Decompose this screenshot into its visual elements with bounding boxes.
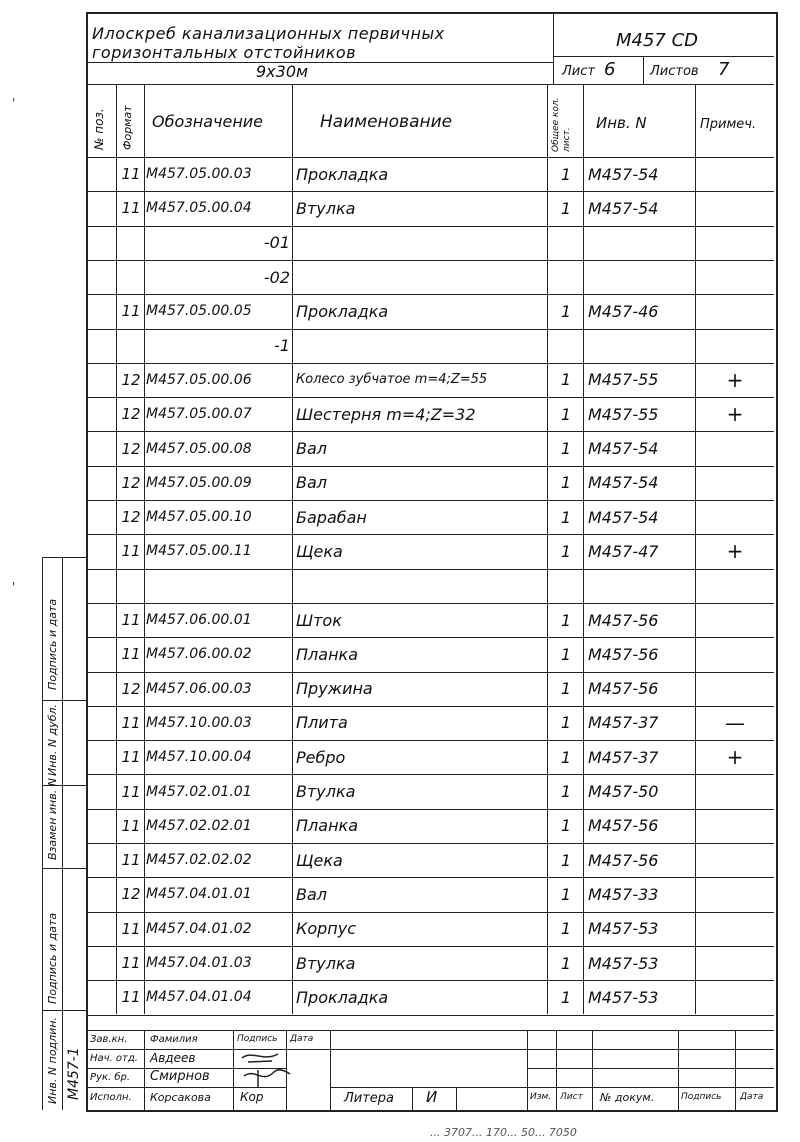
row-note: +	[726, 402, 744, 427]
tb-doc-num: № докум.	[600, 1091, 655, 1104]
row-designation: М457.05.00.03	[146, 166, 252, 183]
row-designation: М457.02.02.02	[146, 852, 252, 869]
row-divider	[86, 603, 774, 604]
row-qty: 1	[560, 679, 572, 699]
col-header-format: Формат	[121, 105, 134, 150]
row-note	[697, 262, 773, 292]
tb-row1-role: Нач. отд.	[90, 1053, 138, 1064]
row-name: Колесо зубчатое m=4;Z=55	[296, 372, 488, 388]
row-inventory: М457-56	[588, 816, 659, 836]
row-designation: М457.05.00.05	[146, 303, 252, 320]
tb-row3-role: Исполн.	[90, 1092, 132, 1103]
row-format: 12	[121, 370, 141, 389]
row-name: Вал	[296, 884, 328, 904]
row-divider	[86, 740, 774, 741]
row-format: 11	[121, 302, 141, 321]
row-divider	[86, 226, 774, 227]
row-name	[296, 571, 546, 601]
document-code: М457 СD	[616, 30, 699, 51]
row-inventory: М457-56	[588, 610, 659, 630]
row-name: Ребро	[296, 747, 346, 767]
row-inventory: М457-37	[588, 747, 659, 767]
title-line-2: горизонтальных отстойников	[92, 43, 357, 62]
row-inventory: М457-54	[588, 198, 659, 218]
row-format	[118, 331, 144, 361]
row-qty: 1	[560, 439, 572, 459]
row-format: 11	[121, 851, 141, 870]
tb-row3-sign: Кор	[240, 1090, 264, 1104]
row-note	[697, 228, 773, 258]
row-designation: М457.05.00.10	[146, 509, 252, 526]
row-inventory: М457-37	[588, 713, 659, 733]
row-name: Втулка	[296, 198, 356, 218]
row-inventory: М457-56	[588, 679, 659, 699]
row-qty: 1	[560, 919, 572, 939]
stamp-inventory-value: М457-1	[66, 1047, 82, 1100]
tb-row2-name: Смирнов	[150, 1069, 210, 1084]
row-note	[697, 674, 773, 704]
row-divider	[86, 946, 774, 947]
row-qty: 1	[560, 164, 572, 184]
row-designation: М457.04.01.03	[146, 955, 252, 972]
col-header-name: Наименование	[320, 112, 453, 132]
row-name: Шестерня m=4;Z=32	[296, 404, 476, 424]
row-inventory: М457-53	[588, 953, 659, 973]
row-name: Шток	[296, 610, 342, 630]
tb-row3-name: Корсакова	[150, 1091, 211, 1104]
row-note	[697, 879, 773, 909]
row-designation: М457.04.01.02	[146, 920, 252, 937]
row-format: 11	[121, 713, 141, 732]
row-name: Вал	[296, 439, 328, 459]
title-line-1: Илоскреб канализационных первичных	[92, 24, 445, 43]
row-qty: 1	[560, 610, 572, 630]
row-designation: М457.10.00.03	[146, 714, 252, 731]
row-qty: 1	[560, 370, 572, 390]
row-designation	[146, 571, 290, 601]
row-divider	[86, 534, 774, 535]
row-note	[697, 159, 773, 189]
title-line-3: 9х30м	[256, 62, 309, 81]
row-note	[697, 914, 773, 944]
tb-row1-name: Авдеев	[150, 1051, 196, 1065]
row-note	[697, 331, 773, 361]
row-format: 12	[121, 473, 141, 492]
row-format	[118, 262, 144, 292]
row-note	[697, 571, 773, 601]
row-qty: 1	[560, 198, 572, 218]
row-inventory: М457-53	[588, 987, 659, 1007]
tb-col-date: Дата	[290, 1034, 314, 1044]
row-format	[118, 228, 144, 258]
sheets-label: Листов	[650, 64, 699, 79]
row-designation: М457.05.00.04	[146, 200, 252, 217]
row-inventory: М457-50	[588, 782, 659, 802]
row-divider	[86, 500, 774, 501]
row-note	[697, 468, 773, 498]
row-name	[296, 1017, 546, 1047]
row-name: Корпус	[296, 919, 357, 939]
tb-litera-label: Литера	[344, 1091, 395, 1106]
row-inventory: М457-54	[588, 439, 659, 459]
row-inventory: М457-46	[588, 301, 659, 321]
row-format: 11	[121, 611, 141, 630]
row-name: Планка	[296, 644, 358, 664]
row-name	[296, 262, 546, 292]
row-divider	[86, 672, 774, 673]
row-note	[697, 982, 773, 1012]
row-inventory: М457-55	[588, 404, 659, 424]
row-designation: М457.05.00.08	[146, 440, 252, 457]
row-format: 11	[121, 542, 141, 561]
row-format: 11	[121, 816, 141, 835]
row-qty: 1	[560, 747, 572, 767]
sheet-label: Лист	[562, 64, 595, 79]
row-designation: М457.04.01.04	[146, 989, 252, 1006]
row-inventory: М457-53	[588, 919, 659, 939]
row-qty: 1	[560, 816, 572, 836]
stamp-replace-inventory: Взамен инв. N	[46, 778, 59, 860]
row-divider	[86, 191, 774, 192]
row-note	[697, 811, 773, 841]
row-name: Барабан	[296, 507, 367, 527]
row-name: Прокладка	[296, 164, 389, 184]
row-qty	[549, 571, 583, 601]
row-name: Прокладка	[296, 987, 389, 1007]
row-divider	[86, 294, 774, 295]
row-qty: 1	[560, 850, 572, 870]
row-note: —	[725, 710, 745, 735]
row-note	[697, 502, 773, 532]
row-inventory: М457-54	[588, 164, 659, 184]
row-designation: -01	[263, 233, 290, 253]
row-qty: 1	[560, 713, 572, 733]
col-header-qty: Общее кол. лист.	[551, 97, 572, 152]
row-qty	[549, 1017, 583, 1047]
row-designation: М457.05.00.06	[146, 371, 252, 388]
row-designation: М457.02.02.01	[146, 817, 252, 834]
row-designation: М457.05.00.11	[146, 543, 252, 560]
row-qty: 1	[560, 953, 572, 973]
stamp-signature-date-1: Подпись и дата	[46, 598, 59, 690]
row-qty	[549, 331, 583, 361]
row-divider	[86, 980, 774, 981]
row-note: +	[726, 367, 744, 392]
tb-izm: Изм.	[530, 1092, 552, 1102]
row-format: 11	[121, 782, 141, 801]
row-qty: 1	[560, 782, 572, 802]
row-name: Пружина	[296, 679, 373, 699]
stamp-dup-inventory: Инв. N дубл.	[46, 703, 59, 776]
col-header-pos: № поз.	[92, 108, 106, 150]
row-format: 11	[121, 165, 141, 184]
tb-list: Лист	[560, 1092, 583, 1102]
row-name: Втулка	[296, 953, 356, 973]
row-divider	[86, 912, 774, 913]
row-format: 11	[121, 919, 141, 938]
footer-note: ... 3707... 170... 50... 7050	[430, 1126, 577, 1139]
row-divider	[86, 877, 774, 878]
row-designation: М457.06.00.03	[146, 680, 252, 697]
row-note	[697, 639, 773, 669]
row-qty: 1	[560, 301, 572, 321]
row-name: Плита	[296, 713, 348, 733]
signature-scribble	[234, 1048, 294, 1090]
margin-tick: '	[12, 96, 16, 110]
row-qty: 1	[560, 404, 572, 424]
row-name: Щека	[296, 541, 343, 561]
row-qty: 1	[560, 987, 572, 1007]
row-name	[296, 331, 546, 361]
tb-col-role: Зав.кн.	[90, 1034, 128, 1045]
row-format: 11	[121, 645, 141, 664]
sheet-number: 6	[604, 59, 616, 80]
row-divider	[86, 706, 774, 707]
row-inventory: М457-54	[588, 473, 659, 493]
row-format: 11	[121, 748, 141, 767]
row-format: 12	[121, 679, 141, 698]
row-name	[296, 228, 546, 258]
row-inventory: М457-55	[588, 370, 659, 390]
row-format: 12	[121, 885, 141, 904]
stamp-original-inventory: Инв. N подлин.	[46, 1016, 59, 1104]
tb-row2-role: Рук. бр.	[90, 1072, 131, 1083]
tb-col-surname: Фамилия	[150, 1034, 198, 1045]
row-qty: 1	[560, 507, 572, 527]
row-inventory: М457-56	[588, 850, 659, 870]
tb-col-sign: Подпись	[237, 1034, 278, 1044]
row-format: 11	[121, 199, 141, 218]
row-qty: 1	[560, 644, 572, 664]
row-qty: 1	[560, 473, 572, 493]
row-name: Планка	[296, 816, 358, 836]
row-inventory	[588, 228, 694, 258]
row-designation: М457.04.01.01	[146, 886, 252, 903]
stamp-signature-date-2: Подпись и дата	[46, 912, 59, 1004]
row-divider	[86, 397, 774, 398]
row-inventory	[588, 571, 694, 601]
row-name: Щека	[296, 850, 343, 870]
row-qty	[549, 228, 583, 258]
row-note	[697, 776, 773, 806]
col-header-inv: Инв. N	[596, 114, 647, 132]
row-designation: М457.05.00.07	[146, 406, 252, 423]
row-designation: М457.06.00.02	[146, 646, 252, 663]
row-note	[697, 296, 773, 326]
row-designation: М457.10.00.04	[146, 749, 252, 766]
row-inventory	[588, 262, 694, 292]
tb-data: Дата	[740, 1092, 764, 1102]
row-inventory: М457-47	[588, 541, 659, 561]
row-note: +	[726, 745, 744, 770]
col-header-note: Примеч.	[700, 117, 757, 132]
col-header-designation: Обозначение	[152, 112, 264, 131]
row-designation: М457.02.01.01	[146, 783, 252, 800]
row-format: 12	[121, 405, 141, 424]
row-divider	[86, 363, 774, 364]
row-designation: М457.06.00.01	[146, 612, 252, 629]
row-designation: М457.05.00.09	[146, 474, 252, 491]
row-divider	[86, 1015, 774, 1016]
row-inventory: М457-56	[588, 644, 659, 664]
tb-podpis: Подпись	[681, 1092, 722, 1102]
sheets-total: 7	[718, 59, 730, 80]
row-designation: -1	[274, 336, 290, 356]
row-note	[697, 193, 773, 223]
row-divider	[86, 774, 774, 775]
row-name: Вал	[296, 473, 328, 493]
row-divider	[86, 329, 774, 330]
row-divider	[86, 809, 774, 810]
row-inventory: М457-33	[588, 884, 659, 904]
row-note	[697, 605, 773, 635]
row-name: Втулка	[296, 782, 356, 802]
row-format: 12	[121, 508, 141, 527]
row-inventory	[588, 331, 694, 361]
margin-tick: '	[12, 580, 16, 594]
row-divider	[86, 466, 774, 467]
row-format: 11	[121, 954, 141, 973]
row-note	[697, 845, 773, 875]
row-divider	[86, 637, 774, 638]
row-qty	[549, 262, 583, 292]
row-format	[118, 571, 144, 601]
row-name: Прокладка	[296, 301, 389, 321]
row-qty: 1	[560, 541, 572, 561]
row-format: 11	[121, 988, 141, 1007]
row-designation: -02	[263, 267, 290, 287]
row-inventory: М457-54	[588, 507, 659, 527]
row-note	[697, 433, 773, 463]
row-note	[697, 948, 773, 978]
row-divider	[86, 260, 774, 261]
row-divider	[86, 843, 774, 844]
row-format: 12	[121, 439, 141, 458]
row-note: +	[726, 539, 744, 564]
row-qty: 1	[560, 884, 572, 904]
row-divider	[86, 569, 774, 570]
tb-litera-value: И	[426, 1088, 438, 1106]
row-divider	[86, 431, 774, 432]
